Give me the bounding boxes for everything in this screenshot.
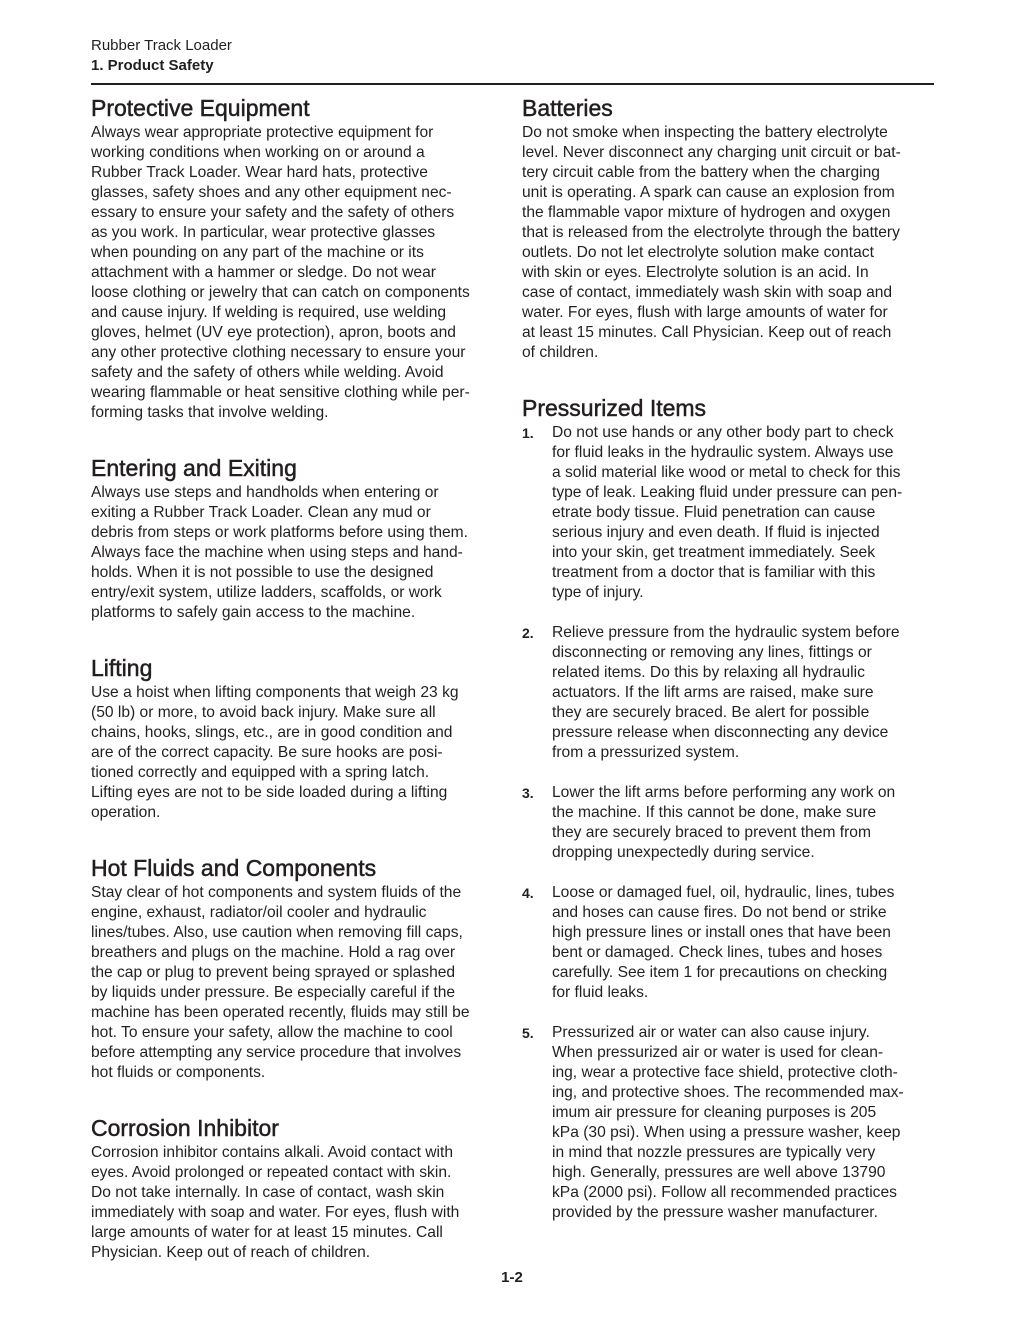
text-line: Stay clear of hot components and system fluids of the	[91, 884, 462, 901]
text-line: high pressure lines or install ones that have been	[552, 924, 891, 941]
list-item-text	[552, 423, 937, 603]
text-line: machine has been operated recently, fluids may still be	[91, 1004, 470, 1021]
text-line: at least 15 minutes. Call Physician. Keep out of reach	[522, 324, 892, 341]
text-line: serious injury and even death. If fluid is injected	[552, 524, 880, 541]
text-line: Pressurized air or water can also cause injury.	[552, 1024, 870, 1041]
text-line: in mind that nozzle pressures are typically very	[552, 1144, 876, 1161]
text-line: (50 lb) or more, to avoid back injury. Make sure all	[91, 704, 436, 721]
section-pressurized-items	[522, 393, 937, 1223]
text-line: ing, wear a protective face shield, protective cloth-	[552, 1064, 898, 1081]
text-line: from a pressurized system.	[552, 744, 740, 761]
text-line: provided by the pressure washer manufacturer.	[552, 1204, 878, 1221]
section-body	[91, 123, 504, 423]
text-line: Lifting eyes are not to be side loaded during a lifting	[91, 784, 448, 801]
text-line: Physician. Keep out of reach of children.	[91, 1244, 371, 1261]
text-line: wearing flammable or heat sensitive clothing while per-	[91, 384, 470, 401]
list-item-text	[552, 1023, 937, 1223]
text-line: for fluid leaks.	[552, 984, 649, 1001]
text-line: Corrosion inhibitor contains alkali. Avoid contact with	[91, 1144, 454, 1161]
text-line: safety and the safety of others while welding. Avoid	[91, 364, 444, 381]
text-line: dropping unexpectedly during service.	[552, 844, 815, 861]
text-line: breathers and plugs on the machine. Hold a rag over	[91, 944, 456, 961]
text-line: the flammable vapor mixture of hydrogen and oxygen	[522, 204, 891, 221]
page-number: 1-2	[501, 1269, 523, 1286]
text-line: lines/tubes. Also, use caution when removing fill caps,	[91, 924, 463, 941]
text-line: large amounts of water for at least 15 minutes. Call	[91, 1224, 443, 1241]
text-line: with skin or eyes. Electrolyte solution is an acid. In	[522, 264, 869, 281]
pressurized-items-list	[522, 423, 937, 1223]
text-line: hot fluids or components.	[91, 1064, 266, 1081]
text-line: tioned correctly and equipped with a spring latch.	[91, 764, 430, 781]
section-heading: Entering and Exiting	[91, 455, 297, 481]
section-gap	[91, 423, 504, 453]
text-line: immediately with soap and water. For eyes, flush with	[91, 1204, 460, 1221]
text-line: disconnecting or removing any lines, fittings or	[552, 644, 872, 661]
text-line: loose clothing or jewelry that can catch on components	[91, 284, 470, 301]
chapter-title: 1. Product Safety	[91, 57, 214, 74]
text-line: bent or damaged. Check lines, tubes and hoses	[552, 944, 883, 961]
text-line: gloves, helmet (UV eye protection), apron, boots and	[91, 324, 456, 341]
text-line: Always use steps and handholds when entering or	[91, 484, 439, 501]
header-rule	[91, 83, 934, 85]
section-body	[91, 1143, 504, 1263]
text-line: imum air pressure for cleaning purposes is 205	[552, 1104, 877, 1121]
text-line: the machine. If this cannot be done, make sure	[552, 804, 877, 821]
text-line: entry/exit system, utilize ladders, scaffolds, or work	[91, 584, 442, 601]
text-line: by liquids under pressure. Be especially careful if the	[91, 984, 456, 1001]
text-line: hot. To ensure your safety, allow the machine to cool	[91, 1024, 453, 1041]
text-line: and cause injury. If welding is required, use welding	[91, 304, 447, 321]
section-body	[91, 683, 504, 823]
list-item	[522, 623, 937, 763]
text-line: engine, exhaust, radiator/oil cooler and hydraulic	[91, 904, 427, 921]
list-item-number: 3.	[522, 785, 534, 801]
text-line: are of the correct capacity. Be sure hooks are posi-	[91, 744, 443, 761]
section-batteries	[522, 93, 937, 363]
text-line: operation.	[91, 804, 161, 821]
list-item-text	[552, 883, 937, 1003]
list-item-text	[552, 783, 937, 863]
text-line: unit is operating. A spark can cause an explosion from	[522, 184, 895, 201]
text-line: exiting a Rubber Track Loader. Clean any mud or	[91, 504, 431, 521]
text-line: for fluid leaks in the hydraulic system. Always use	[552, 444, 894, 461]
text-line: into your skin, get treatment immediately. Seek	[552, 544, 875, 561]
list-item-number: 2.	[522, 625, 534, 641]
text-line: Do not smoke when inspecting the battery electrolyte	[522, 124, 888, 141]
text-line: Lower the lift arms before performing any work on	[552, 784, 896, 801]
text-line: forming tasks that involve welding.	[91, 404, 329, 421]
left-column	[91, 93, 504, 1263]
document-title: Rubber Track Loader	[91, 37, 232, 54]
text-line: Always wear appropriate protective equipment for	[91, 124, 434, 141]
text-line: Always face the machine when using steps and hand-	[91, 544, 463, 561]
text-line: actuators. If the lift arms are raised, make sure	[552, 684, 874, 701]
right-column	[522, 93, 937, 1243]
text-line: essary to ensure your safety and the safety of others	[91, 204, 455, 221]
text-line: outlets. Do not let electrolyte solution make contact	[522, 244, 874, 261]
section-heading: Pressurized Items	[522, 395, 707, 421]
text-line: related items. Do this by relaxing all hydraulic	[552, 664, 865, 681]
text-line: before attempting any service procedure that involves	[91, 1044, 462, 1061]
section-gap	[91, 823, 504, 853]
text-line: Do not use hands or any other body part to check	[552, 424, 894, 441]
text-line: holds. When it is not possible to use the designed	[91, 564, 434, 581]
text-line: Rubber Track Loader. Wear hard hats, protective	[91, 164, 428, 181]
text-line: tery circuit cable from the battery when the charging	[522, 164, 880, 181]
text-line: when pounding on any part of the machine or its	[91, 244, 424, 261]
list-item-text	[552, 623, 937, 763]
text-line: the cap or plug to prevent being sprayed or splashed	[91, 964, 456, 981]
text-line: glasses, safety shoes and any other equipment nec-	[91, 184, 452, 201]
text-line: as you work. In particular, wear protective glasses	[91, 224, 436, 241]
text-line: type of injury.	[552, 584, 644, 601]
text-line: they are securely braced to prevent them from	[552, 824, 871, 841]
list-item	[522, 883, 937, 1003]
text-line: of children.	[522, 344, 599, 361]
section-gap	[91, 623, 504, 653]
section-heading: Batteries	[522, 95, 613, 121]
text-line: Loose or damaged fuel, oil, hydraulic, lines, tubes	[552, 884, 895, 901]
text-line: that is released from the electrolyte through the battery	[522, 224, 900, 241]
text-line: eyes. Avoid prolonged or repeated contact with skin.	[91, 1164, 452, 1181]
list-item	[522, 1023, 937, 1223]
section-gap	[91, 1083, 504, 1113]
list-item-number: 5.	[522, 1025, 534, 1041]
section-lifting	[91, 653, 504, 823]
section-heading: Lifting	[91, 655, 153, 681]
text-line: attachment with a hammer or sledge. Do not wear	[91, 264, 436, 281]
text-line: etrate body tissue. Fluid penetration can cause	[552, 504, 876, 521]
list-item	[522, 783, 937, 863]
page-header	[91, 36, 934, 76]
text-line: kPa (2000 psi). Follow all recommended practices	[552, 1184, 897, 1201]
text-line: platforms to safely gain access to the machine.	[91, 604, 416, 621]
section-heading: Protective Equipment	[91, 95, 310, 121]
list-item-number: 1.	[522, 425, 534, 441]
text-line: When pressurized air or water is used for clean-	[552, 1044, 884, 1061]
section-body	[91, 883, 504, 1083]
section-heading: Hot Fluids and Components	[91, 855, 377, 881]
text-line: they are securely braced. Be alert for possible	[552, 704, 870, 721]
text-line: and hoses can cause fires. Do not bend or strike	[552, 904, 887, 921]
text-line: type of leak. Leaking fluid under pressure can pen-	[552, 484, 903, 501]
section-protective-equipment	[91, 93, 504, 423]
section-corrosion-inhibitor	[91, 1113, 504, 1263]
text-line: a solid material like wood or metal to check for this	[552, 464, 901, 481]
section-body	[91, 483, 504, 623]
text-line: Do not take internally. In case of contact, wash skin	[91, 1184, 445, 1201]
text-line: ing, and protective shoes. The recommended max-	[552, 1084, 904, 1101]
text-line: debris from steps or work platforms before using them.	[91, 524, 468, 541]
text-line: working conditions when working on or around a	[91, 144, 425, 161]
section-body	[522, 123, 937, 363]
section-entering-and-exiting	[91, 453, 504, 623]
text-line: water. For eyes, flush with large amounts of water for	[522, 304, 888, 321]
text-line: Relieve pressure from the hydraulic system before	[552, 624, 900, 641]
text-line: pressure release when disconnecting any device	[552, 724, 889, 741]
text-line: carefully. See item 1 for precautions on checking	[552, 964, 888, 981]
text-line: any other protective clothing necessary to ensure your	[91, 344, 466, 361]
text-line: kPa (30 psi). When using a pressure washer, keep	[552, 1124, 901, 1141]
text-line: level. Never disconnect any charging unit circuit or bat-	[522, 144, 901, 161]
text-line: Use a hoist when lifting components that weigh 23 kg	[91, 684, 459, 701]
section-gap	[522, 363, 937, 393]
list-item	[522, 423, 937, 603]
text-line: chains, hooks, slings, etc., are in good condition and	[91, 724, 453, 741]
section-heading: Corrosion Inhibitor	[91, 1115, 279, 1141]
text-line: high. Generally, pressures are well above 13790	[552, 1164, 886, 1181]
list-item-number: 4.	[522, 885, 534, 901]
text-line: treatment from a doctor that is familiar with this	[552, 564, 876, 581]
text-line: case of contact, immediately wash skin with soap and	[522, 284, 893, 301]
section-hot-fluids-and-components	[91, 853, 504, 1083]
